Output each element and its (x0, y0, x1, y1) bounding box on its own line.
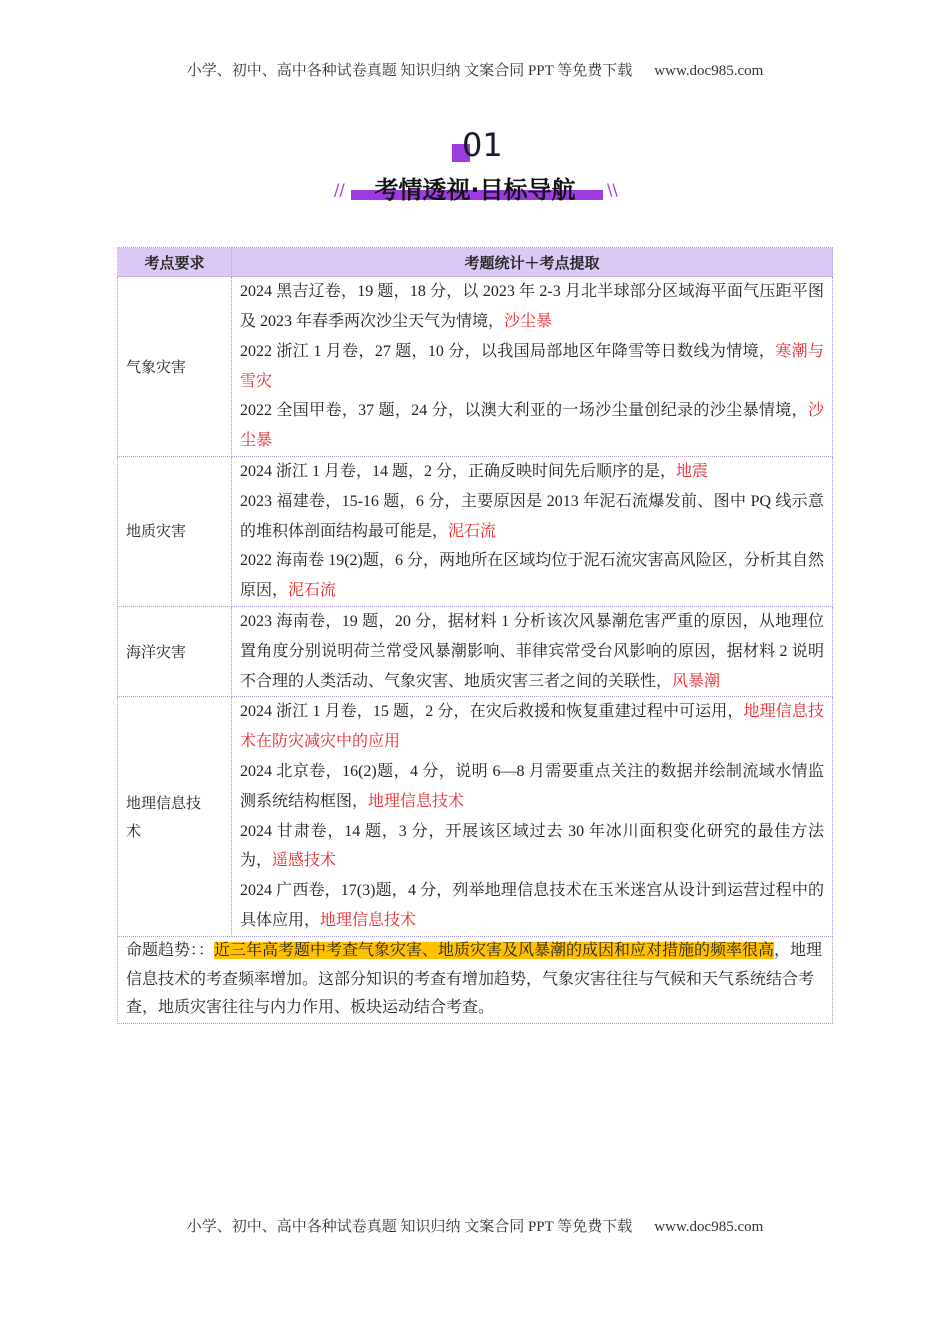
exam-item-text: 2022 浙江 1 月卷，27 题，10 分，以我国局部地区年降雪等日数线为情境， (240, 342, 776, 360)
page-footer (0, 1215, 950, 1236)
exam-item-text: 2024 北京卷，16(2)题，4 分，说明 6—8 月需要重点关注的数据并绘制流域水情监测系统结构框图， (240, 762, 824, 810)
table-row (118, 457, 833, 607)
exam-item (240, 607, 824, 696)
exam-item (240, 457, 824, 487)
footer-url[interactable]: www.doc985.com (654, 1219, 764, 1235)
exam-item (240, 697, 824, 757)
exam-item-key: 地理信息技术在防灾减灾中的应用 (240, 703, 824, 751)
exam-item-text: 2024 甘肃卷，14 题，3 分，开展该区域过去 30 年冰川面积变化研究的最佳方法为， (240, 822, 824, 870)
exam-item-key: 沙尘暴 (240, 402, 824, 450)
exam-item-text: 2022 全国甲卷，37 题，24 分，以澳大利亚的一场沙尘量创纪录的沙尘暴情境， (240, 402, 808, 420)
exam-item-key: 地理信息技术 (368, 792, 465, 810)
topic-cell: 地理信息技术 (118, 697, 232, 936)
table-row (118, 697, 833, 936)
exam-item-key: 地震 (676, 463, 709, 480)
exam-item-text: 2024 浙江 1 月卷，14 题，2 分，正确反映时间先后顺序的是， (240, 463, 677, 480)
trend-label: 命题趋势：： (126, 942, 215, 959)
exam-item (240, 487, 824, 547)
exam-item-text: 2024 黑吉辽卷，19 题，18 分，以 2023 年 2-3 月北半球部分区域海平面气压距平图及 2023 年春季两次沙尘天气为情境， (240, 283, 824, 330)
stats-cell (232, 277, 833, 457)
deco-right: \\ (607, 180, 618, 199)
page-header (0, 59, 950, 80)
trend-text: ，地理信息技术的考查频率增加。这部分知识的考查有增加趋势，气象灾害往往与气候和天气系统结合考查，地质灾害往往与内力作用、板块运动结合考查。 (126, 942, 823, 1016)
trend-row (118, 936, 833, 1023)
exam-item (240, 817, 824, 877)
footer-text: 小学、初中、高中各种试卷真题 知识归纳 文案合同 PPT 等免费下载 (186, 1219, 633, 1235)
exam-item-key: 风暴潮 (672, 672, 721, 690)
trend-cell (118, 936, 833, 1023)
section-title: 考情透视·目标导航 (374, 176, 576, 204)
exam-item-text: 2023 海南卷，19 题，20 分，据材料 1 分析该次风暴潮危害严重的原因，从地理位置角度分别说明荷兰常受风暴潮影响、菲律宾常受台风影响的原因，据材料 2 说明不合理的人类活动、气象灾害、地质灾害三者之间的关联性， (240, 612, 824, 690)
exam-item-key: 沙尘暴 (504, 312, 553, 330)
exam-item-key: 泥石流 (288, 582, 337, 600)
exam-item-text: 2024 广西卷，17(3)题，4 分，列举地理信息技术在玉米迷宫从设计到运营过程中的具体应用， (240, 882, 824, 929)
deco-left: // (334, 180, 345, 199)
exam-item (240, 876, 824, 936)
trend-highlight: 近三年高考题中考查气象灾害、地质灾害及风暴潮的成因和应对措施的频率很高 (214, 942, 775, 959)
exam-item-key: 泥石流 (448, 522, 497, 540)
exam-item-text: 2022 海南卷 19(2)题，6 分，两地所在区域均位于泥石流灾害高风险区，分析其自然原因， (240, 552, 824, 600)
header-url[interactable]: www.doc985.com (654, 63, 764, 79)
col-header-topic: 考点要求 (118, 248, 232, 277)
exam-item-text: 2023 福建卷，15-16 题，6 分，主要原因是 2013 年泥石流爆发前、图中 PQ 线示意的堆积体剖面结构最可能是， (240, 492, 824, 540)
topic-cell: 地质灾害 (118, 457, 232, 607)
exam-item (240, 277, 824, 337)
section-number: 01 (462, 126, 503, 164)
header-text: 小学、初中、高中各种试卷真题 知识归纳 文案合同 PPT 等免费下载 (186, 63, 633, 79)
exam-item (240, 396, 824, 456)
exam-item (240, 757, 824, 817)
topic-cell: 海洋灾害 (118, 606, 232, 696)
stats-cell (232, 697, 833, 936)
table-row (118, 606, 833, 696)
exam-item (240, 546, 824, 606)
stats-cell (232, 457, 833, 607)
stats-cell (232, 606, 833, 696)
table-row (118, 277, 833, 457)
exam-table (117, 247, 833, 1024)
exam-item-text: 2024 浙江 1 月卷，15 题，2 分，在灾后救援和恢复重建过程中可运用， (240, 703, 744, 721)
topic-cell: 气象灾害 (118, 277, 232, 457)
exam-item-key: 寒潮与雪灾 (240, 342, 824, 390)
col-header-stats: 考题统计＋考点提取 (232, 248, 833, 277)
exam-item-key: 地理信息技术 (320, 911, 417, 929)
exam-item (240, 337, 824, 397)
exam-item-key: 遥感技术 (272, 852, 337, 870)
